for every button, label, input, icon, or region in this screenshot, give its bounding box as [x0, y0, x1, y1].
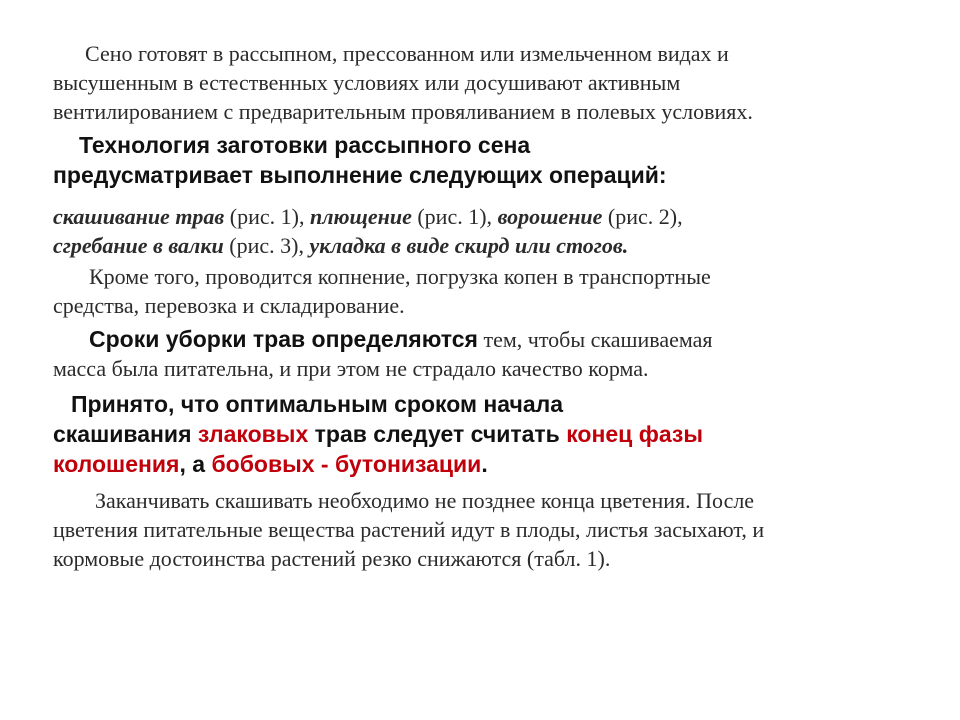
figure-ref-2: (рис. 1), — [411, 204, 498, 229]
figure-ref-4: (рис. 3), — [223, 233, 310, 258]
technology-heading — [53, 130, 933, 190]
operation-raking: сгребание в валки — [53, 233, 224, 258]
operation-stacking: укладка в виде скирд или стогов. — [309, 233, 629, 258]
optimal-term-text-b: трав следует считать — [308, 421, 567, 447]
intro-line-3: вентилированием с предварительным провяливанием в полевых условиях. — [53, 99, 753, 124]
additional-line-2: средства, перевозка и складирование. — [53, 293, 405, 318]
operations-line-1 — [53, 202, 933, 231]
harvest-timing-rest: тем, чтобы скашиваемая — [477, 327, 713, 352]
harvest-timing-bold: Сроки уборки трав определяются — [89, 326, 478, 352]
flowering-paragraph — [53, 486, 933, 573]
heading-phase-highlight: колошения — [53, 451, 180, 477]
optimal-term-period: . — [481, 451, 488, 477]
intro-paragraph — [53, 39, 933, 126]
additional-line-1: Кроме того, проводится копнение, погрузка копен в транспортные — [89, 264, 711, 289]
flowering-line-1: Заканчивать скашивать необходимо не позднее конца цветения. После — [95, 488, 755, 513]
intro-line-1: Сено готовят в рассыпном, прессованном или измельченном видах и — [85, 41, 729, 66]
harvest-timing-line-1 — [53, 324, 933, 354]
operations-list — [53, 202, 933, 260]
flowering-line-2: цветения питательные вещества растений идут в плоды, листья засыхают, и — [53, 517, 765, 542]
operations-line-2 — [53, 231, 933, 260]
operation-tedding: ворошение — [497, 204, 603, 229]
flowering-line-3: кормовые достоинства растений резко снижаются (табл. 1). — [53, 546, 611, 571]
optimal-term-line-2 — [53, 419, 933, 449]
figure-ref-1: (рис. 1), — [224, 204, 310, 229]
harvest-timing-paragraph — [53, 324, 933, 383]
additional-operations-paragraph — [53, 262, 933, 320]
optimal-term-line-3 — [53, 449, 933, 479]
technology-heading-line-2: предусматривает выполнение следующих операций: — [53, 162, 667, 188]
end-of-phase-highlight: конец фазы — [566, 421, 703, 447]
cereal-grasses-highlight: злаковых — [197, 421, 309, 447]
operation-crushing: плющение — [309, 204, 412, 229]
intro-line-2: высушенным в естественных условиях или досушивают активным — [53, 70, 681, 95]
optimal-term-paragraph — [53, 389, 933, 479]
optimal-term-text-a: скашивания — [53, 421, 198, 447]
legumes-budding-highlight: бобовых - бутонизации — [211, 451, 482, 477]
figure-ref-3: (рис. 2), — [602, 204, 683, 229]
optimal-term-line-1: Принято, что оптимальным сроком начала — [71, 391, 564, 417]
harvest-timing-line-2: масса была питательна, и при этом не страдало качество корма. — [53, 356, 649, 381]
operation-mowing: скашивание трав — [53, 204, 225, 229]
technology-heading-line-1: Технология заготовки рассыпного сена — [79, 132, 531, 158]
optimal-term-text-c: , а — [179, 451, 212, 477]
